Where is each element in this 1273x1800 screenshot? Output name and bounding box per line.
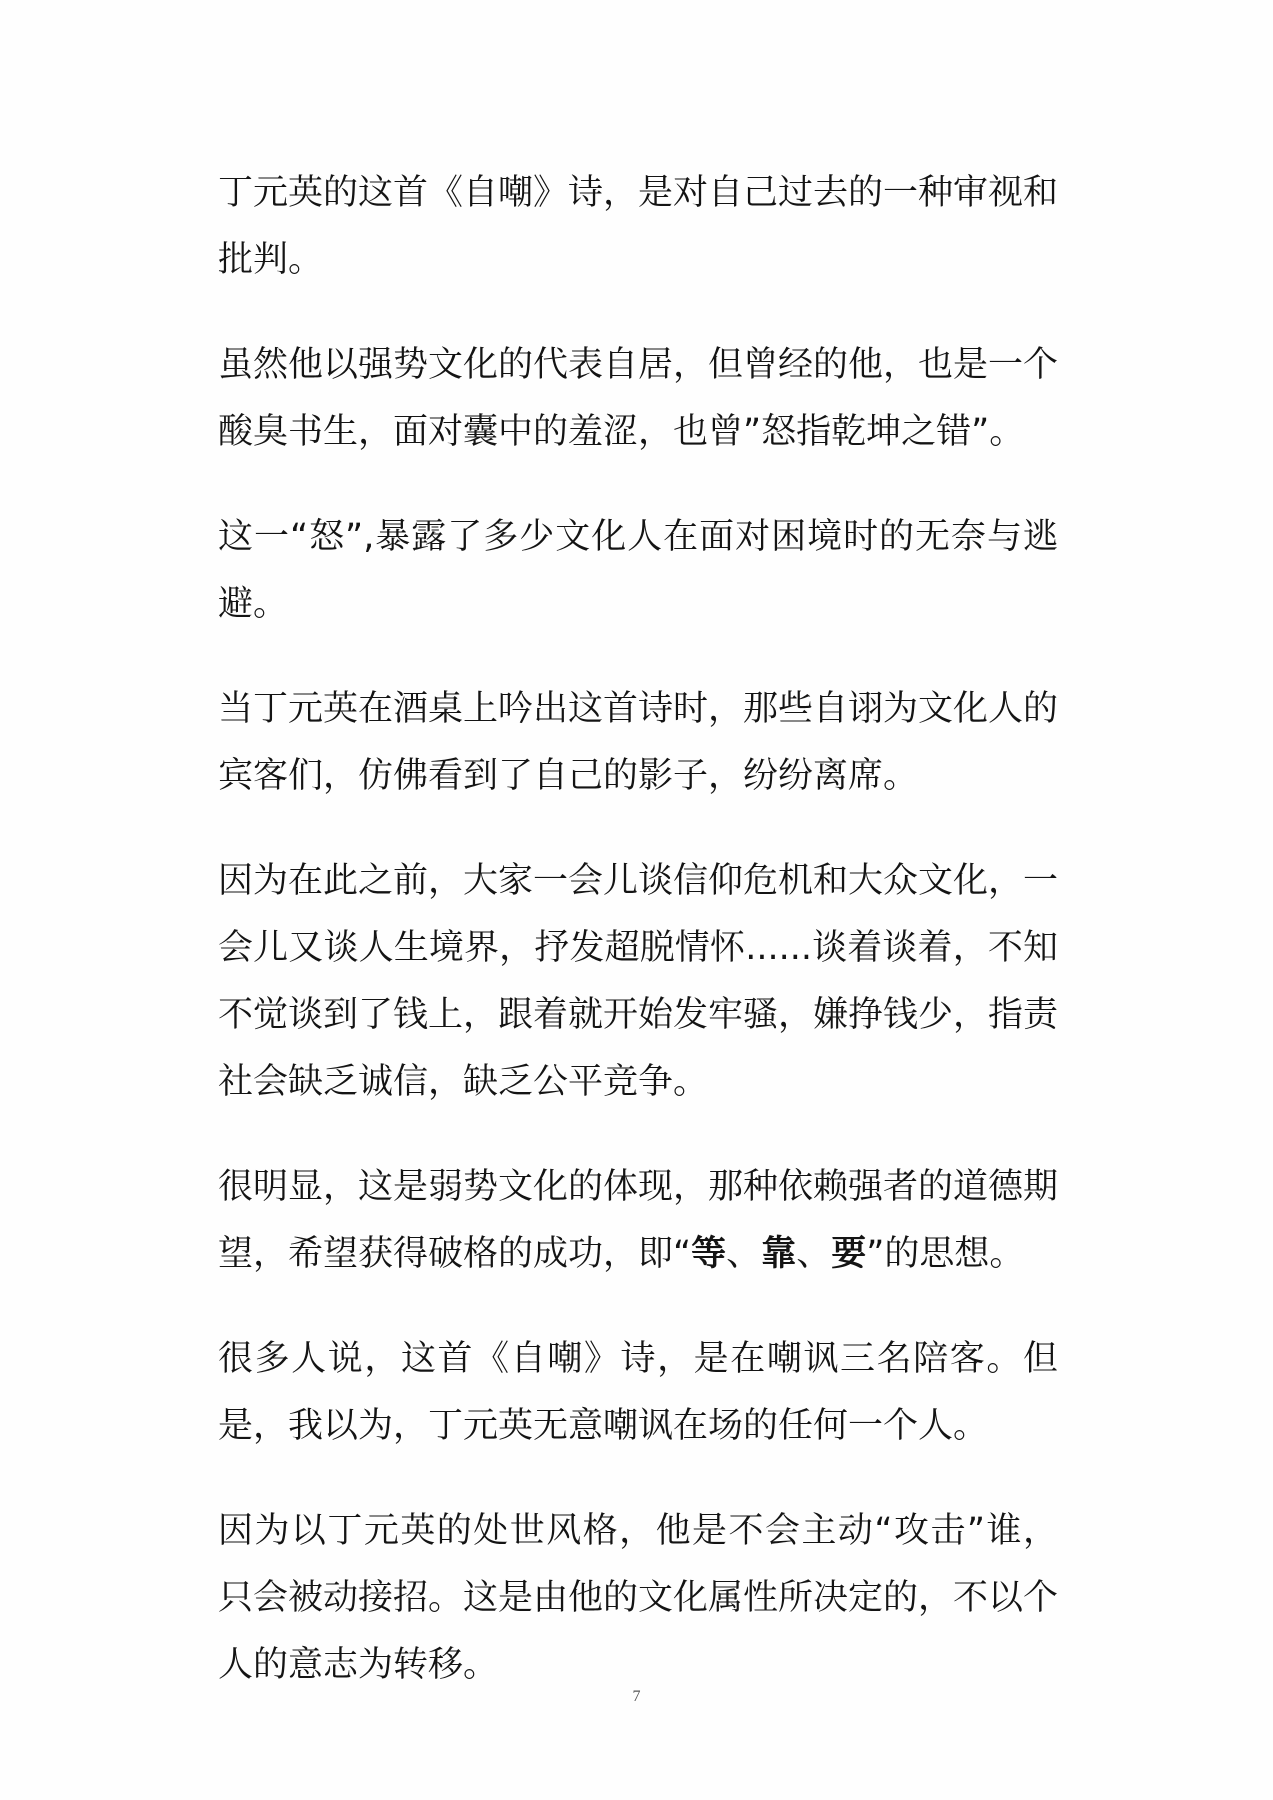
paragraph-6-text-end: ”的思想。: [866, 1234, 1025, 1274]
document-body: [218, 160, 1058, 1737]
paragraph-4: 当丁元英在酒桌上吟出这首诗时，那些自诩为文化人的宾客们，仿佛看到了自己的影子，纷纷离席。: [218, 689, 1059, 796]
page-number: 7: [632, 1688, 641, 1705]
paragraph-8: 因为以丁元英的处世风格，他是不会主动“攻击”谁，只会被动接招。这是由他的文化属性所决定的，不以个人的意志为转移。: [218, 1511, 1059, 1685]
bold-word-yao: 要: [831, 1234, 867, 1274]
paragraph-5: 因为在此之前，大家一会儿谈信仰危机和大众文化，一会儿又谈人生境界，抒发超脱情怀......谈着谈着，不知不觉谈到了钱上，跟着就开始发牢骚，嫌挣钱少，指责社会缺乏诚信，缺乏公平竞争。: [218, 861, 1059, 1102]
separator: 、: [726, 1234, 762, 1274]
paragraph-7: 很多人说，这首《自嘲》诗，是在嘲讽三名陪客。但是，我以为，丁元英无意嘲讽在场的任何一个人。: [218, 1339, 1058, 1446]
paragraph-6-text: 很明显，这是弱势文化的体现，那种依赖强者的道德期望，希望获得破格的成功，即“: [218, 1167, 1059, 1274]
bold-word-kao: 靠: [761, 1234, 797, 1274]
paragraph-2: 虽然他以强势文化的代表自居，但曾经的他，也是一个酸臭书生，面对囊中的羞涩，也曾”怒指乾坤之错”。: [218, 345, 1059, 452]
paragraph-3: 这一“怒”,暴露了多少文化人在面对困境时的无奈与逃避。: [218, 517, 1058, 624]
paragraph-6: [218, 1154, 1058, 1288]
paragraph-1: 丁元英的这首《自嘲》诗，是对自己过去的一种审视和批判。: [218, 173, 1059, 280]
bold-word-deng: 等: [691, 1234, 727, 1274]
separator: 、: [796, 1234, 832, 1274]
